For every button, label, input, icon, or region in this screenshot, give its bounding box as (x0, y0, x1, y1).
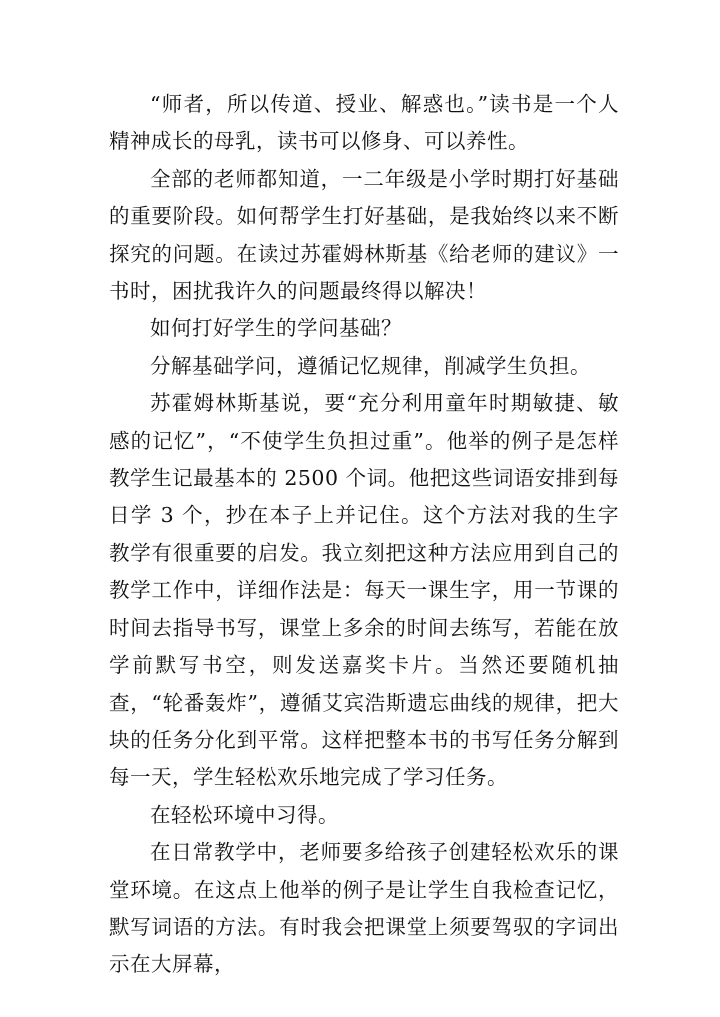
document-body (109, 86, 619, 984)
paragraph-foundation-stage: 全部的老师都知道，一二年级是小学时期打好基础的重要阶段。如何帮学生打好基础，是我始终以来不断探究的问题。在读过苏霍姆林斯基《给老师的建议》一书时，困扰我许久的问题最终得以解决！ (109, 166, 619, 304)
paragraph-classroom-environment: 在日常教学中，老师要多给孩子创建轻松欢乐的课堂环境。在这点上他举的例子是让学生自我检查记忆，默写词语的方法。有时我会把课堂上须要驾驭的字词出示在大屏幕， (109, 840, 619, 977)
paragraph-sukhomlinsky-example: 苏霍姆林斯基说，要“充分利用童年时期敏捷、敏感的记忆”，“不使学生负担过重”。他举的例子是怎样教学生记最基本的 2500 个词。他把这些词语安排到每日学 3 个，抄在本子上并记住。这个方法对我的生字教学有很重要的启发。我立刻把这种方法应用到自己的教学工作中，详细作法是：每天一课生字，用一节课的时间去指导书写，课堂上多余的时间去练写，若能在放学前默写书空，则发送嘉奖卡片。当然还要随机抽查，“轮番轰炸”，遵循艾宾浩斯遗忘曲线的规律，把大块的任务分化到平常。这样把整本书的书写任务分解到每一天，学生轻松欢乐地完成了学习任务。 (109, 391, 619, 790)
paragraph-heading-environment: 在轻松环境中习得。 (150, 802, 339, 827)
paragraph-heading-question: 如何打好学生的学问基础？ (150, 316, 402, 341)
paragraph-heading-method: 分解基础学问，遵循记忆规律，削减学生负担。 (150, 353, 591, 378)
paragraph-quote-intro: “师者，所以传道、授业、解惑也。”读书是一个人精神成长的母乳，读书可以修身、可以养性。 (109, 92, 619, 154)
